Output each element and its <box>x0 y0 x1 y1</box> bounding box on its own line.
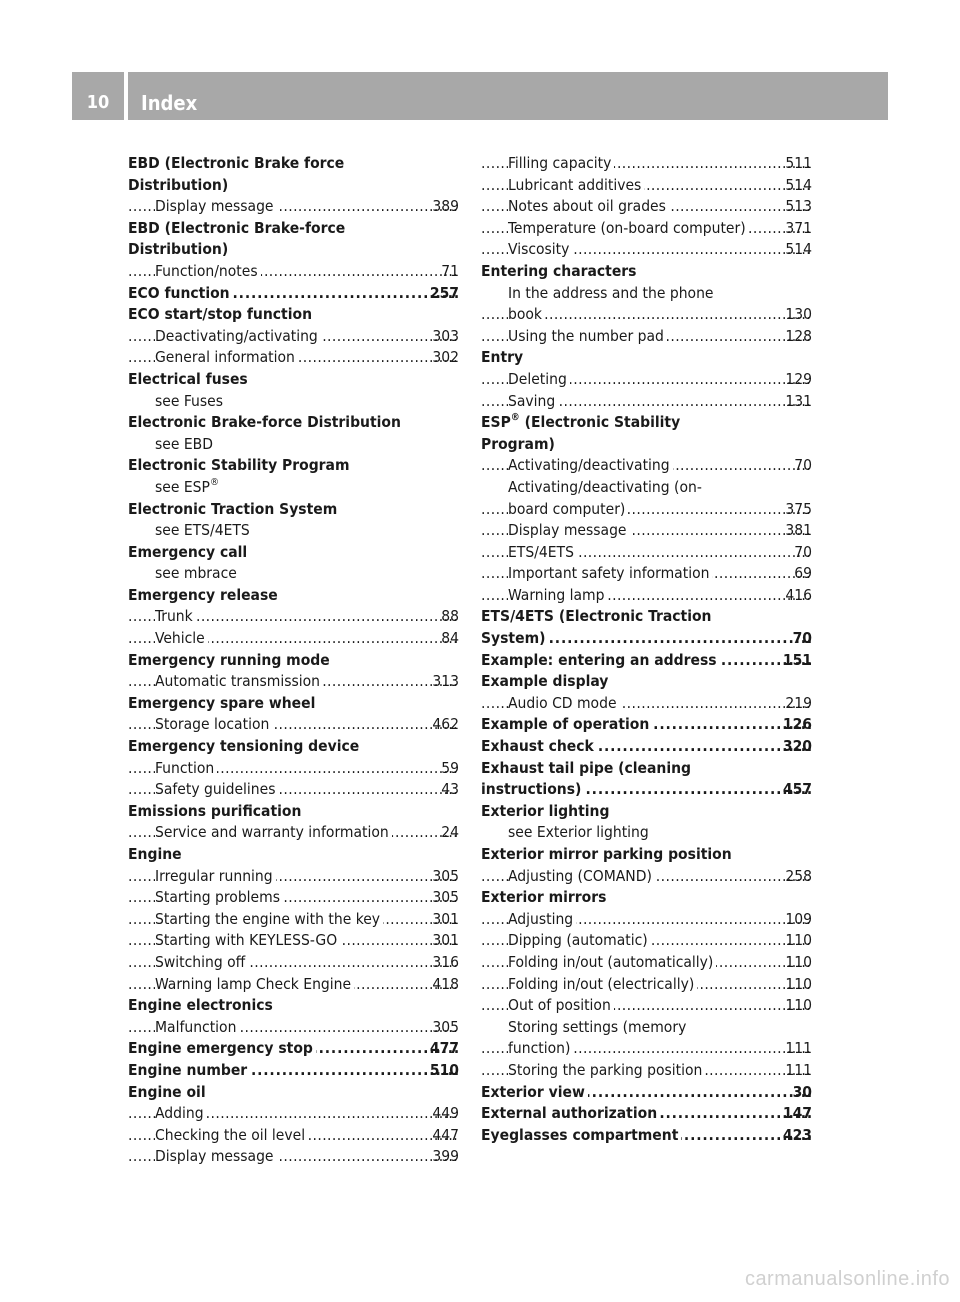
entry-label: Electronic Brake-force Distribution <box>128 413 401 432</box>
entry-label: Vehicle <box>155 629 208 647</box>
entry-label: Storage location <box>155 715 272 733</box>
index-entry <box>481 434 812 456</box>
entry-label: ETS/4ETS <box>508 543 577 561</box>
index-entry <box>128 1082 459 1104</box>
entry-label: Deleting <box>508 370 570 388</box>
page-reference: 147 <box>778 1103 812 1125</box>
entry-label: Starting problems <box>155 888 283 906</box>
index-subentry <box>481 822 812 844</box>
entry-label: see ESP® <box>155 476 219 496</box>
entry-label: Lubricant additives <box>508 176 644 194</box>
page-reference: 70 <box>789 455 812 477</box>
entry-label: Dipping (automatic) <box>508 931 651 949</box>
entry-label: Example display <box>481 672 609 691</box>
index-subentry <box>128 563 459 585</box>
page-reference: 111 <box>780 1060 812 1082</box>
page-reference: 84 <box>436 628 459 650</box>
entry-label: EBD (Electronic Brake force <box>128 154 345 172</box>
entry-label: Engine number <box>128 1061 250 1079</box>
entry-label: ESP® (Electronic Stability <box>481 412 681 432</box>
entry-label: Emergency tensioning device <box>128 737 360 756</box>
page-reference: 381 <box>780 520 812 542</box>
index-column-left <box>128 153 459 1168</box>
entry-label: EBD (Electronic Brake-force <box>128 218 346 237</box>
page-reference: 126 <box>778 714 812 736</box>
entry-label: In the address and the phone <box>508 283 714 302</box>
index-entry <box>481 801 812 823</box>
page-reference: 110 <box>780 952 812 974</box>
index-subentry <box>481 196 812 218</box>
page-reference: 131 <box>780 391 812 413</box>
entry-label: General information <box>155 348 298 366</box>
entry-label: book <box>508 305 545 323</box>
page-reference: 416 <box>780 585 812 607</box>
entry-label: see Exterior lighting <box>508 823 649 842</box>
page-reference: 151 <box>778 650 812 672</box>
entry-label: instructions) <box>481 780 584 798</box>
index-subentry <box>128 822 459 844</box>
entry-label: Activating/deactivating <box>508 456 673 474</box>
entry-label: Program) <box>481 434 555 453</box>
index-entry <box>128 995 459 1017</box>
index-subentry <box>481 693 812 715</box>
page-reference: 313 <box>427 671 459 693</box>
entry-label: Trunk <box>155 607 196 625</box>
index-subentry <box>128 866 459 888</box>
entry-label: Emergency spare wheel <box>128 693 316 712</box>
page-reference: 111 <box>780 1038 812 1060</box>
index-subentry <box>481 974 812 996</box>
entry-label: Adding <box>155 1104 207 1122</box>
entry-label: External authorization <box>481 1104 660 1122</box>
index-subentry <box>128 520 459 542</box>
page-reference: 457 <box>778 779 812 801</box>
entry-label: ECO start/stop function <box>128 305 313 324</box>
entry-label: Distribution) <box>128 175 229 194</box>
index-subentry <box>128 347 459 369</box>
entry-label: Checking the oil level <box>155 1126 308 1144</box>
header-divider <box>124 72 128 120</box>
entry-label: ETS/4ETS (Electronic Traction <box>481 607 712 626</box>
index-subentry <box>128 758 459 780</box>
index-entry <box>128 801 459 823</box>
index-entry <box>481 261 812 283</box>
page-reference: 258 <box>780 866 812 888</box>
entry-label: see EBD <box>155 434 213 453</box>
entry-label: Entry <box>481 348 524 367</box>
index-subentry <box>481 175 812 197</box>
page-reference: 305 <box>427 866 459 888</box>
index-entry <box>128 1060 459 1082</box>
page-reference: 320 <box>778 736 812 758</box>
index-subentry <box>481 1017 812 1039</box>
index-subentry <box>128 261 459 283</box>
page-reference: 316 <box>427 952 459 974</box>
entry-label: Service and warranty information <box>155 823 392 841</box>
index-subentry <box>481 995 812 1017</box>
index-subentry <box>128 1125 459 1147</box>
index-subentry <box>481 930 812 952</box>
page-reference: 110 <box>780 974 812 996</box>
index-subentry <box>481 477 812 499</box>
index-entry <box>128 412 459 434</box>
entry-label: Engine oil <box>128 1082 206 1101</box>
index-subentry <box>481 218 812 240</box>
entry-label: Display message <box>508 521 630 539</box>
entry-label: Important safety information <box>508 564 712 582</box>
entry-label: Entering characters <box>481 261 637 280</box>
entry-label: Engine electronics <box>128 996 273 1015</box>
entry-label: Exterior mirrors <box>481 888 607 907</box>
entry-label: Out of position <box>508 996 614 1014</box>
entry-label: Activating/deactivating (on- <box>508 477 702 496</box>
page-reference: 418 <box>427 974 459 996</box>
index-subentry <box>481 563 812 585</box>
entry-label: Example of operation <box>481 715 652 733</box>
index-subentry <box>481 499 812 521</box>
entry-label: Automatic transmission <box>155 672 323 690</box>
entry-label: Switching off <box>155 953 248 971</box>
entry-label: Audio CD mode <box>508 694 620 712</box>
entry-label: Electrical fuses <box>128 369 248 388</box>
index-subentry <box>128 1017 459 1039</box>
index-entry <box>128 585 459 607</box>
entry-label: Emergency release <box>128 585 278 604</box>
page-number: 10 <box>86 92 110 113</box>
index-entry <box>128 693 459 715</box>
entry-label: ECO function <box>128 284 233 302</box>
page-reference: 59 <box>436 758 459 780</box>
page-reference: 462 <box>427 714 459 736</box>
page-reference: 305 <box>427 1017 459 1039</box>
index-entry <box>481 844 812 866</box>
index-subentry <box>128 606 459 628</box>
entry-label: Malfunction <box>155 1018 239 1036</box>
index-subentry <box>481 909 812 931</box>
entry-label: Starting the engine with the key <box>155 910 383 928</box>
index-subentry <box>481 326 812 348</box>
page-reference: 128 <box>780 326 812 348</box>
index-entry <box>128 283 459 305</box>
page-reference: 301 <box>427 930 459 952</box>
entry-label: Using the number pad <box>508 327 667 345</box>
entry-label: Exhaust check <box>481 737 597 755</box>
index-subentry <box>481 391 812 413</box>
page-reference: 88 <box>436 606 459 628</box>
page-reference: 71 <box>436 261 459 283</box>
entry-label: Viscosity <box>508 240 572 258</box>
index-subentry <box>128 326 459 348</box>
entry-label: Warning lamp Check Engine <box>155 975 354 993</box>
page-reference: 477 <box>425 1038 459 1060</box>
index-subentry <box>481 585 812 607</box>
entry-label: Safety guidelines <box>155 780 278 798</box>
registered-mark: ® <box>510 412 520 423</box>
index-entry <box>481 347 812 369</box>
index-subentry <box>481 520 812 542</box>
page-reference: 43 <box>436 779 459 801</box>
index-entry <box>128 153 459 175</box>
index-subentry <box>481 1038 812 1060</box>
entry-label: Engine emergency stop <box>128 1039 316 1057</box>
page-reference: 70 <box>788 628 812 650</box>
index-subentry <box>128 628 459 650</box>
entry-label: Display message <box>155 1147 277 1165</box>
entry-label: Exhaust tail pipe (cleaning <box>481 758 692 777</box>
page-reference: 24 <box>436 822 459 844</box>
index-subentry <box>128 779 459 801</box>
page-reference: 513 <box>780 196 812 218</box>
index-subentry <box>481 542 812 564</box>
index-entry <box>128 369 459 391</box>
index-entry <box>128 736 459 758</box>
index-subentry <box>481 283 812 305</box>
entry-label: Display message <box>155 197 277 215</box>
entry-label: Function <box>155 759 217 777</box>
watermark: carmanualsonline.info <box>744 1268 950 1290</box>
index-subentry <box>128 714 459 736</box>
page-reference: 109 <box>780 909 812 931</box>
page-reference: 447 <box>427 1125 459 1147</box>
page-reference: 129 <box>780 369 812 391</box>
index-entry <box>128 1038 459 1060</box>
entry-label: Folding in/out (electrically) <box>508 975 697 993</box>
entry-label: Storing settings (memory <box>508 1017 687 1036</box>
index-subentry <box>128 974 459 996</box>
index-entry <box>481 758 812 780</box>
entry-label: Exterior lighting <box>481 801 610 820</box>
page-reference: 371 <box>780 218 812 240</box>
index-entry <box>481 887 812 909</box>
page-reference: 514 <box>780 239 812 261</box>
index-subentry <box>481 952 812 974</box>
section-title: Index <box>141 91 198 115</box>
index-entry <box>128 499 459 521</box>
page-reference: 69 <box>789 563 812 585</box>
entry-label: Electronic Traction System <box>128 499 338 518</box>
entry-label: Starting with KEYLESS-GO <box>155 931 340 949</box>
index-subentry <box>128 952 459 974</box>
index-subentry <box>481 866 812 888</box>
index-subentry <box>128 671 459 693</box>
index-subentry <box>128 1103 459 1125</box>
page-reference: 399 <box>427 1146 459 1168</box>
index-entry <box>128 542 459 564</box>
entry-label: Saving <box>508 392 558 410</box>
index-entry <box>481 650 812 672</box>
page-reference: 70 <box>789 542 812 564</box>
index-entry <box>481 606 812 628</box>
index-subentry <box>128 887 459 909</box>
page-reference: 389 <box>427 196 459 218</box>
entry-label: Adjusting <box>508 910 576 928</box>
entry-label: see ETS/4ETS <box>155 521 250 540</box>
page-reference: 301 <box>427 909 459 931</box>
entry-label: Distribution) <box>128 240 229 259</box>
page-reference: 303 <box>427 326 459 348</box>
index-subentry <box>481 369 812 391</box>
entry-label: Function/notes <box>155 262 261 280</box>
index-entry <box>128 650 459 672</box>
index-subentry <box>128 1146 459 1168</box>
index-subentry <box>481 153 812 175</box>
entry-label: Example: entering an address <box>481 651 720 669</box>
index-entry <box>481 671 812 693</box>
index-subentry <box>481 304 812 326</box>
entry-label: Engine <box>128 845 182 863</box>
entry-label: function) <box>508 1039 573 1057</box>
entry-label: System) <box>481 629 548 647</box>
index-entry <box>481 1082 812 1104</box>
entry-label: Exterior mirror parking position <box>481 845 732 863</box>
entry-label: Exterior view <box>481 1083 588 1101</box>
page-reference: 110 <box>780 930 812 952</box>
index-entry <box>481 412 812 434</box>
entry-label: Eyeglasses compartment <box>481 1126 681 1144</box>
index-entry <box>481 1125 812 1147</box>
page-reference: 511 <box>780 153 812 175</box>
index-subentry <box>128 196 459 218</box>
entry-label: Filling capacity <box>508 154 614 172</box>
index-entry <box>481 736 812 758</box>
page-reference: 375 <box>780 499 812 521</box>
entry-label: Deactivating/activating <box>155 327 321 345</box>
index-subentry <box>128 909 459 931</box>
page-header <box>72 72 888 120</box>
entry-label: Notes about oil grades <box>508 197 669 215</box>
page-reference: 110 <box>780 995 812 1017</box>
index-entry <box>481 628 812 650</box>
index-entry <box>481 1103 812 1125</box>
entry-label: see Fuses <box>155 391 223 410</box>
index-subentry <box>128 477 459 499</box>
entry-label: Emergency running mode <box>128 650 330 669</box>
page-reference: 257 <box>425 283 459 305</box>
index-subentry <box>481 239 812 261</box>
index-subentry <box>128 930 459 952</box>
index-entry <box>128 239 459 261</box>
index-subentry <box>128 391 459 413</box>
page-reference: 30 <box>788 1082 812 1104</box>
index-column-right <box>481 153 812 1146</box>
index-subentry <box>481 1060 812 1082</box>
entry-label: board computer) <box>508 500 628 518</box>
index-entry <box>128 218 459 240</box>
index-entry <box>128 175 459 197</box>
entry-label: Irregular running <box>155 867 276 885</box>
index-entry <box>481 714 812 736</box>
page-reference: 449 <box>427 1103 459 1125</box>
entry-label: Storing the parking position <box>508 1061 705 1079</box>
entry-label: Temperature (on-board computer) <box>508 219 749 237</box>
entry-label: Adjusting (COMAND) <box>508 867 655 885</box>
page-reference: 514 <box>780 175 812 197</box>
entry-label: Emergency call <box>128 542 248 561</box>
page-reference: 130 <box>780 304 812 326</box>
page-reference: 423 <box>778 1125 812 1147</box>
index-subentry <box>481 455 812 477</box>
page-reference: 302 <box>427 347 459 369</box>
entry-label: Emissions purification <box>128 801 302 820</box>
page-reference: 510 <box>425 1060 459 1082</box>
index-entry <box>128 455 459 477</box>
index-entry <box>128 844 459 866</box>
page-reference: 305 <box>427 887 459 909</box>
entry-label: Electronic Stability Program <box>128 456 350 475</box>
entry-label: Warning lamp <box>508 586 608 604</box>
index-subentry <box>128 434 459 456</box>
entry-label: see mbrace <box>155 564 237 583</box>
registered-mark: ® <box>209 476 219 488</box>
index-entry <box>128 304 459 326</box>
entry-label: Folding in/out (automatically) <box>508 953 716 971</box>
page-reference: 219 <box>780 693 812 715</box>
index-entry <box>481 779 812 801</box>
